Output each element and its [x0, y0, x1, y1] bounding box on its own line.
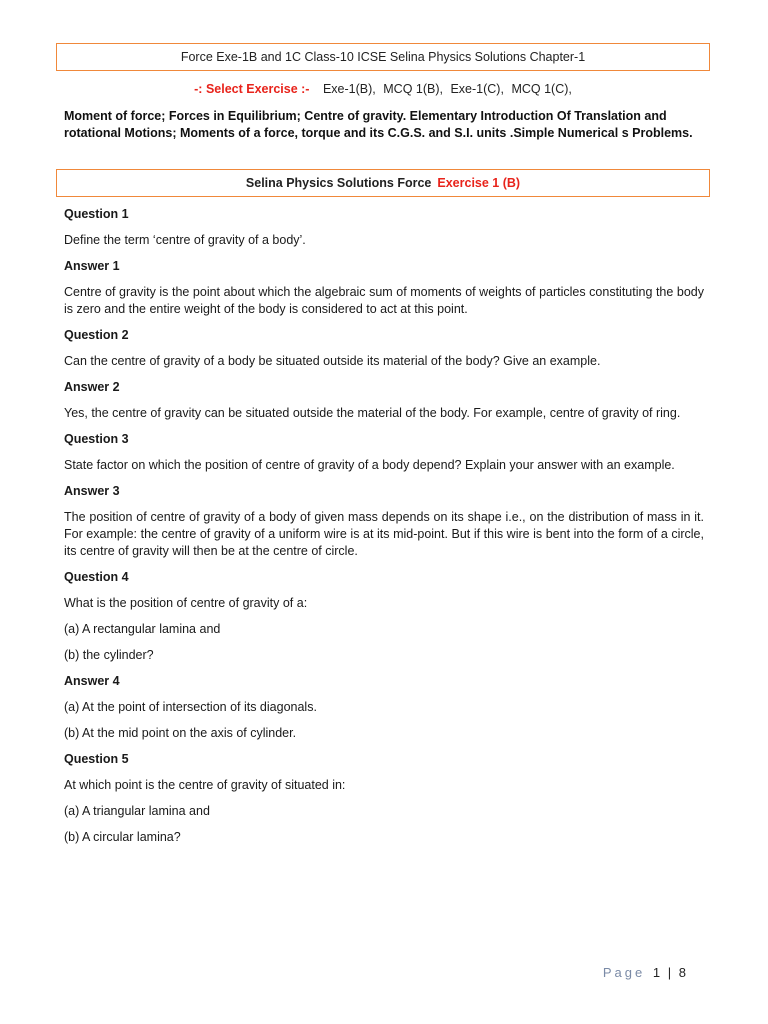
- qa-text: (a) A rectangular lamina and: [64, 622, 221, 636]
- qa-heading: Question 2: [64, 328, 129, 342]
- qa-heading: Question 3: [64, 432, 129, 446]
- qa-heading: Question 5: [64, 752, 129, 766]
- page-footer: [603, 965, 686, 980]
- exercise-heading-prefix: Selina Physics Solutions Force: [245, 176, 432, 190]
- document-title: Force Exe-1B and 1C Class-10 ICSE Selina Physics Solutions Chapter-1: [180, 50, 586, 64]
- exercise-heading-box: [56, 169, 710, 197]
- qa-text: Define the term ‘centre of gravity of a body’.: [64, 233, 306, 247]
- qa-text: Yes, the centre of gravity can be situated outside the material of the body. For example, centre of gravity of ring.: [64, 406, 681, 420]
- qa-heading: Answer 2: [64, 380, 120, 394]
- question-answer-list: [64, 206, 704, 855]
- qa-text: (a) At the point of intersection of its diagonals.: [64, 700, 317, 714]
- qa-heading: Answer 4: [64, 674, 120, 688]
- qa-text: (b) A circular lamina?: [64, 830, 181, 844]
- total-pages: 8: [678, 965, 686, 980]
- qa-text: (b) At the mid point on the axis of cylinder.: [64, 726, 297, 740]
- select-exercise-label: -: Select Exercise :-: [194, 82, 310, 96]
- document-title-box: [56, 43, 710, 71]
- page-word: Page: [602, 965, 646, 980]
- exercise-heading-name: Exercise 1 (B): [437, 176, 521, 190]
- current-page-number: 1: [652, 965, 661, 980]
- page-separator: |: [667, 965, 672, 980]
- qa-text: The position of centre of gravity of a body of given mass depends on its shape i.e., on the distribution of mass in it. For example: the centre of gravity of a uniform wire is at its mid-point. But if this wire is bent into the form of a circle, its centre of gravity will then be at the centre of circle.: [64, 510, 704, 558]
- qa-heading: Question 4: [64, 570, 129, 584]
- qa-text: What is the position of centre of gravity of a:: [64, 596, 308, 610]
- qa-text: At which point is the centre of gravity of situated in:: [64, 778, 346, 792]
- qa-text: (b) the cylinder?: [64, 648, 154, 662]
- link-mcq-1b[interactable]: MCQ 1(B),: [383, 82, 443, 96]
- link-exe-1b[interactable]: Exe-1(B),: [322, 82, 376, 96]
- qa-text: (a) A triangular lamina and: [64, 804, 210, 818]
- link-exe-1c[interactable]: Exe-1(C),: [450, 82, 504, 96]
- qa-heading: Answer 1: [64, 259, 120, 273]
- qa-heading: Answer 3: [64, 484, 120, 498]
- qa-text: State factor on which the position of centre of gravity of a body depend? Explain your answer with an example.: [64, 458, 675, 472]
- qa-text: Can the centre of gravity of a body be situated outside its material of the body? Give an example.: [64, 354, 601, 368]
- link-mcq-1c[interactable]: MCQ 1(C),: [511, 82, 572, 96]
- qa-text: Centre of gravity is the point about which the algebraic sum of moments of weights of particles constituting the body is zero and the entire weight of the body is considered to act at this point.: [64, 285, 704, 316]
- exercise-selector: [0, 82, 768, 96]
- chapter-topics: Moment of force; Forces in Equilibrium; Centre of gravity. Elementary Introduction Of Translation and rotational Motions; Moments of a force, torque and its C.G.S. and S.I. units .Simple Numerical s Problems.: [64, 109, 693, 140]
- qa-heading: Question 1: [64, 207, 129, 221]
